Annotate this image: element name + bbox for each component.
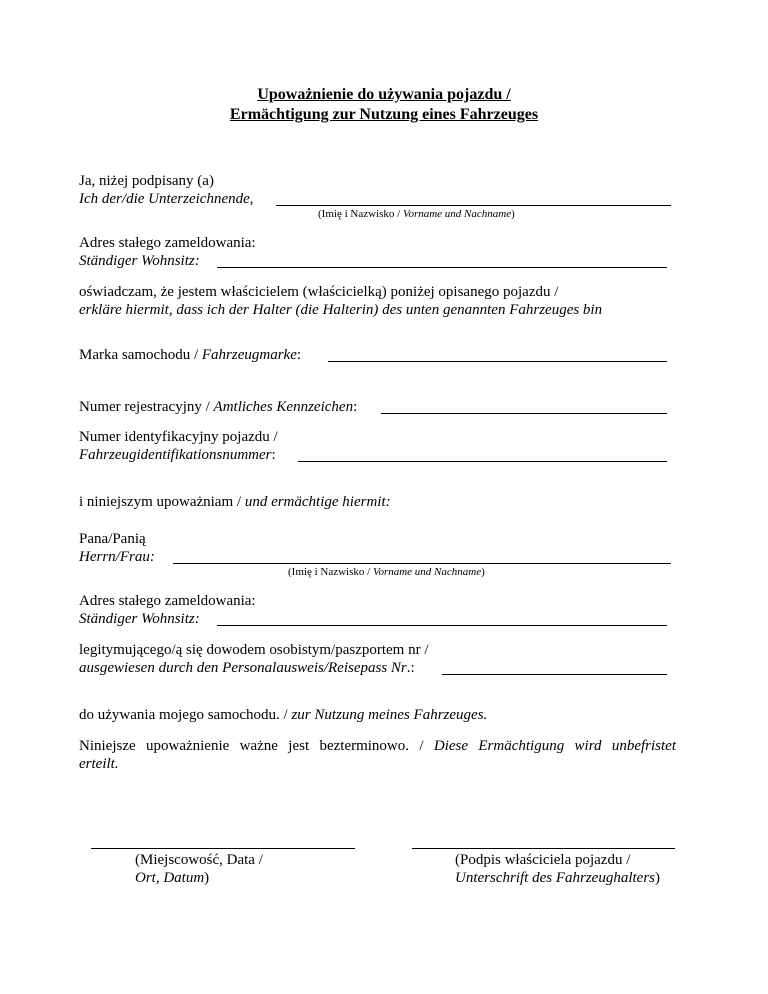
owner-signature-field[interactable] <box>412 848 675 849</box>
vehicle-make-label: Marka samochodu / Fahrzeugmarke: <box>79 347 305 363</box>
authorized-person-label-german: Herrn/Frau: <box>79 549 155 565</box>
authorized-address-label-german: Ständiger Wohnsitz: <box>79 611 200 627</box>
id-document-label-german: ausgewiesen durch den Personalausweis/Reisepass Nr.: <box>79 660 415 676</box>
vin-label-german: Fahrzeugidentifikationsnummer: <box>79 447 276 463</box>
authorized-person-caption: (Imię i Nazwisko / Vorname und Nachname) <box>288 566 485 578</box>
vin-field[interactable] <box>298 461 667 462</box>
usage-text: do używania mojego samochodu. / zur Nutzung meines Fahrzeuges. <box>79 707 488 723</box>
place-date-caption-german: Ort, Datum) <box>135 870 210 886</box>
declaration-polish: oświadczam, że jestem właścicielem (właścicielką) poniżej opisanego pojazdu / <box>79 284 559 300</box>
address-label-polish: Adres stałego zameldowania: <box>79 235 256 251</box>
place-date-caption-polish: (Miejscowość, Data / <box>135 852 263 868</box>
registration-label: Numer rejestracyjny / Amtliches Kennzeichen: <box>79 399 358 415</box>
authorize-text: i niniejszym upoważniam / und ermächtige hiermit: <box>79 494 391 510</box>
owner-signature-caption-german: Unterschrift des Fahrzeughalters) <box>455 870 660 886</box>
title-polish: Upoważnienie do używania pojazdu / <box>257 86 511 103</box>
validity-line-2: erteilt. <box>79 756 119 772</box>
owner-signature-caption-polish: (Podpis właściciela pojazdu / <box>455 852 631 868</box>
signer-label-german: Ich der/die Unterzeichnende, <box>79 191 254 207</box>
authorized-person-name-field[interactable] <box>173 563 671 564</box>
place-date-field[interactable] <box>91 848 355 849</box>
authorized-person-label-polish: Pana/Panią <box>79 531 146 547</box>
registration-field[interactable] <box>381 413 667 414</box>
title-german: Ermächtigung zur Nutzung eines Fahrzeuges <box>229 106 539 123</box>
declaration-german: erkläre hiermit, dass ich der Halter (die Halterin) des unten genannten Fahrzeuges bin <box>79 302 603 318</box>
signer-name-field[interactable] <box>276 205 671 206</box>
signer-name-caption: (Imię i Nazwisko / Vorname und Nachname) <box>318 208 515 220</box>
address-label-german: Ständiger Wohnsitz: <box>79 253 200 269</box>
id-document-label-polish: legitymującego/ą się dowodem osobistym/paszportem nr / <box>79 642 429 658</box>
signer-label-polish: Ja, niżej podpisany (a) <box>79 173 214 189</box>
vehicle-make-field[interactable] <box>328 361 667 362</box>
id-document-number-field[interactable] <box>442 674 667 675</box>
signer-address-field[interactable] <box>217 267 667 268</box>
authorized-address-label-polish: Adres stałego zameldowania: <box>79 593 256 609</box>
vin-label-polish: Numer identyfikacyjny pojazdu / <box>79 429 278 445</box>
validity-line-1: Niniejsze upoważnienie ważne jest bezterminowo. / Diese Ermächtigung wird unbefristet <box>79 738 676 754</box>
authorized-address-field[interactable] <box>217 625 667 626</box>
validity-statement <box>79 737 676 774</box>
